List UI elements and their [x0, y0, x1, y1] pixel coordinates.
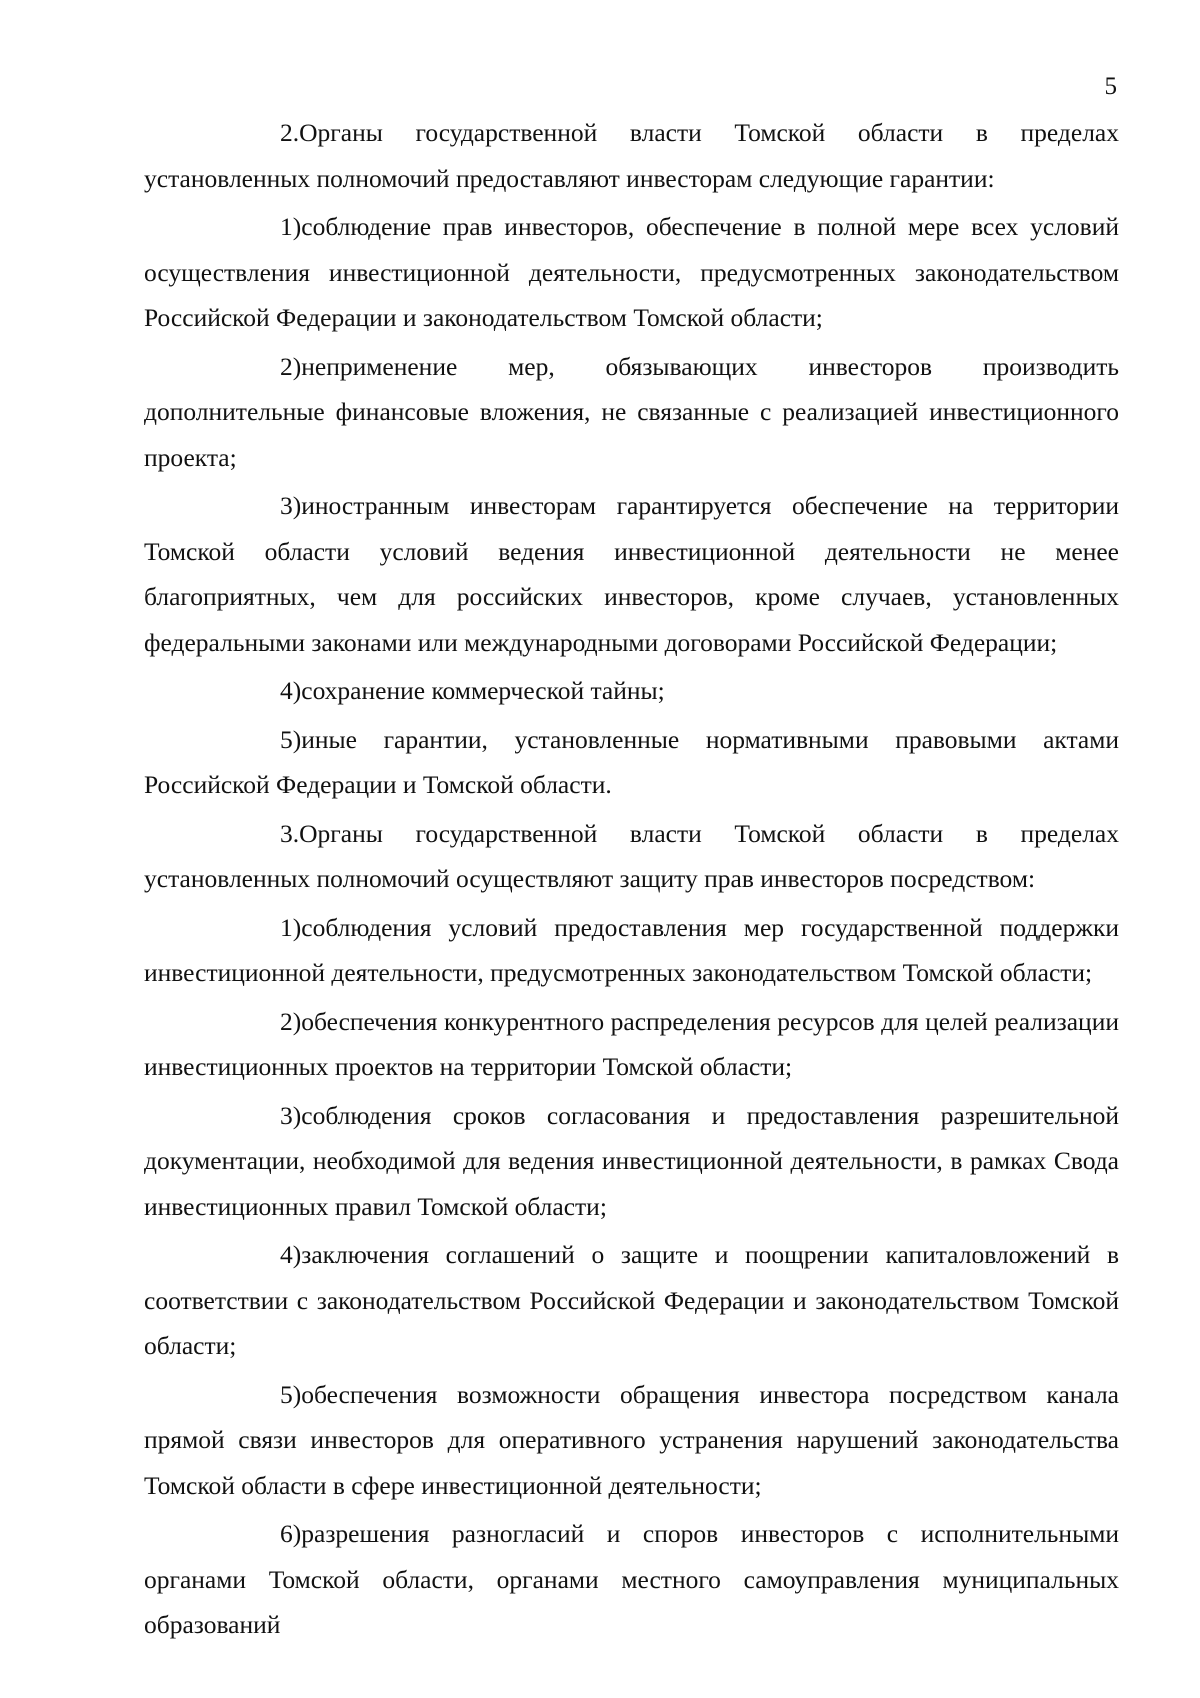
paragraph — [144, 344, 1119, 481]
paragraph — [144, 483, 1119, 665]
item-number: 5) — [280, 1379, 302, 1409]
paragraph-text: соблюдения сроков согласования и предоставления разрешительной документации, необходимой для ведения инвестиционной деятельности, в рамках Свода инвестиционных правил Томской области; — [144, 1100, 1119, 1221]
item-number: 5) — [280, 724, 302, 754]
paragraph — [144, 668, 1119, 714]
paragraph — [144, 905, 1119, 996]
paragraph — [144, 204, 1119, 341]
paragraph-text: соблюдение прав инвесторов, обеспечение в полной мере всех условий осуществления инвестиционной деятельности, предусмотренных законодательством Российской Федерации и законодательством Томской области; — [144, 212, 1119, 332]
item-number: 1) — [280, 912, 302, 942]
item-number: 3) — [280, 1100, 302, 1130]
paragraph — [144, 1372, 1119, 1509]
page-number: 5 — [1104, 73, 1117, 100]
paragraph — [144, 811, 1119, 902]
paragraph-text: заключения соглашений о защите и поощрении капиталовложений в соответствии с законодательством Российской Федерации и законодательством Томской области; — [144, 1240, 1119, 1360]
paragraph-text: сохранение коммерческой тайны; — [301, 676, 665, 705]
item-number: 4) — [280, 676, 302, 705]
paragraph — [144, 999, 1119, 1090]
document-body — [144, 110, 1119, 1651]
paragraph — [144, 110, 1119, 201]
item-number: 1) — [280, 212, 302, 241]
paragraph-text: обеспечения конкурентного распределения ресурсов для целей реализации инвестиционных проектов на территории Томской области; — [144, 1006, 1119, 1081]
item-number: 2) — [280, 351, 302, 381]
paragraph-text: неприменение мер, обязывающих инвесторов производить дополнительные финансовые вложения, не связанные с реализацией инвестиционного проекта; — [144, 351, 1119, 472]
item-number: 2) — [280, 1006, 302, 1036]
paragraph — [144, 1093, 1119, 1230]
item-number: 2. — [280, 118, 300, 147]
paragraph-text: Органы государственной власти Томской области в пределах установленных полномочий предоставляют инвесторам следующие гарантии: — [144, 118, 1119, 193]
item-number: 3. — [280, 818, 300, 848]
paragraph-text: иностранным инвесторам гарантируется обеспечение на территории Томской области условий ведения инвестиционной деятельности не менее благоприятных, чем для российских инвесторов, кроме случаев, установленных федеральными законами или международными договорами Российской Федерации; — [144, 491, 1119, 657]
paragraph-text: иные гарантии, установленные нормативными правовыми актами Российской Федерации и Томской области. — [144, 724, 1119, 799]
paragraph — [144, 717, 1119, 808]
item-number: 4) — [280, 1240, 302, 1269]
paragraph — [144, 1232, 1119, 1369]
paragraph — [144, 1511, 1119, 1648]
item-number: 6) — [280, 1519, 302, 1548]
paragraph-text: обеспечения возможности обращения инвестора посредством канала прямой связи инвесторов для оперативного устранения нарушений законодательства Томской области в сфере инвестиционной деятельности; — [144, 1379, 1119, 1500]
paragraph-text: Органы государственной власти Томской области в пределах установленных полномочий осуществляют защиту прав инвесторов посредством: — [144, 818, 1119, 893]
paragraph-text: соблюдения условий предоставления мер государственной поддержки инвестиционной деятельности, предусмотренных законодательством Томской области; — [144, 912, 1119, 987]
paragraph-text: разрешения разногласий и споров инвесторов с исполнительными органами Томской области, органами местного самоуправления муниципальных образований — [144, 1519, 1119, 1639]
item-number: 3) — [280, 491, 302, 520]
